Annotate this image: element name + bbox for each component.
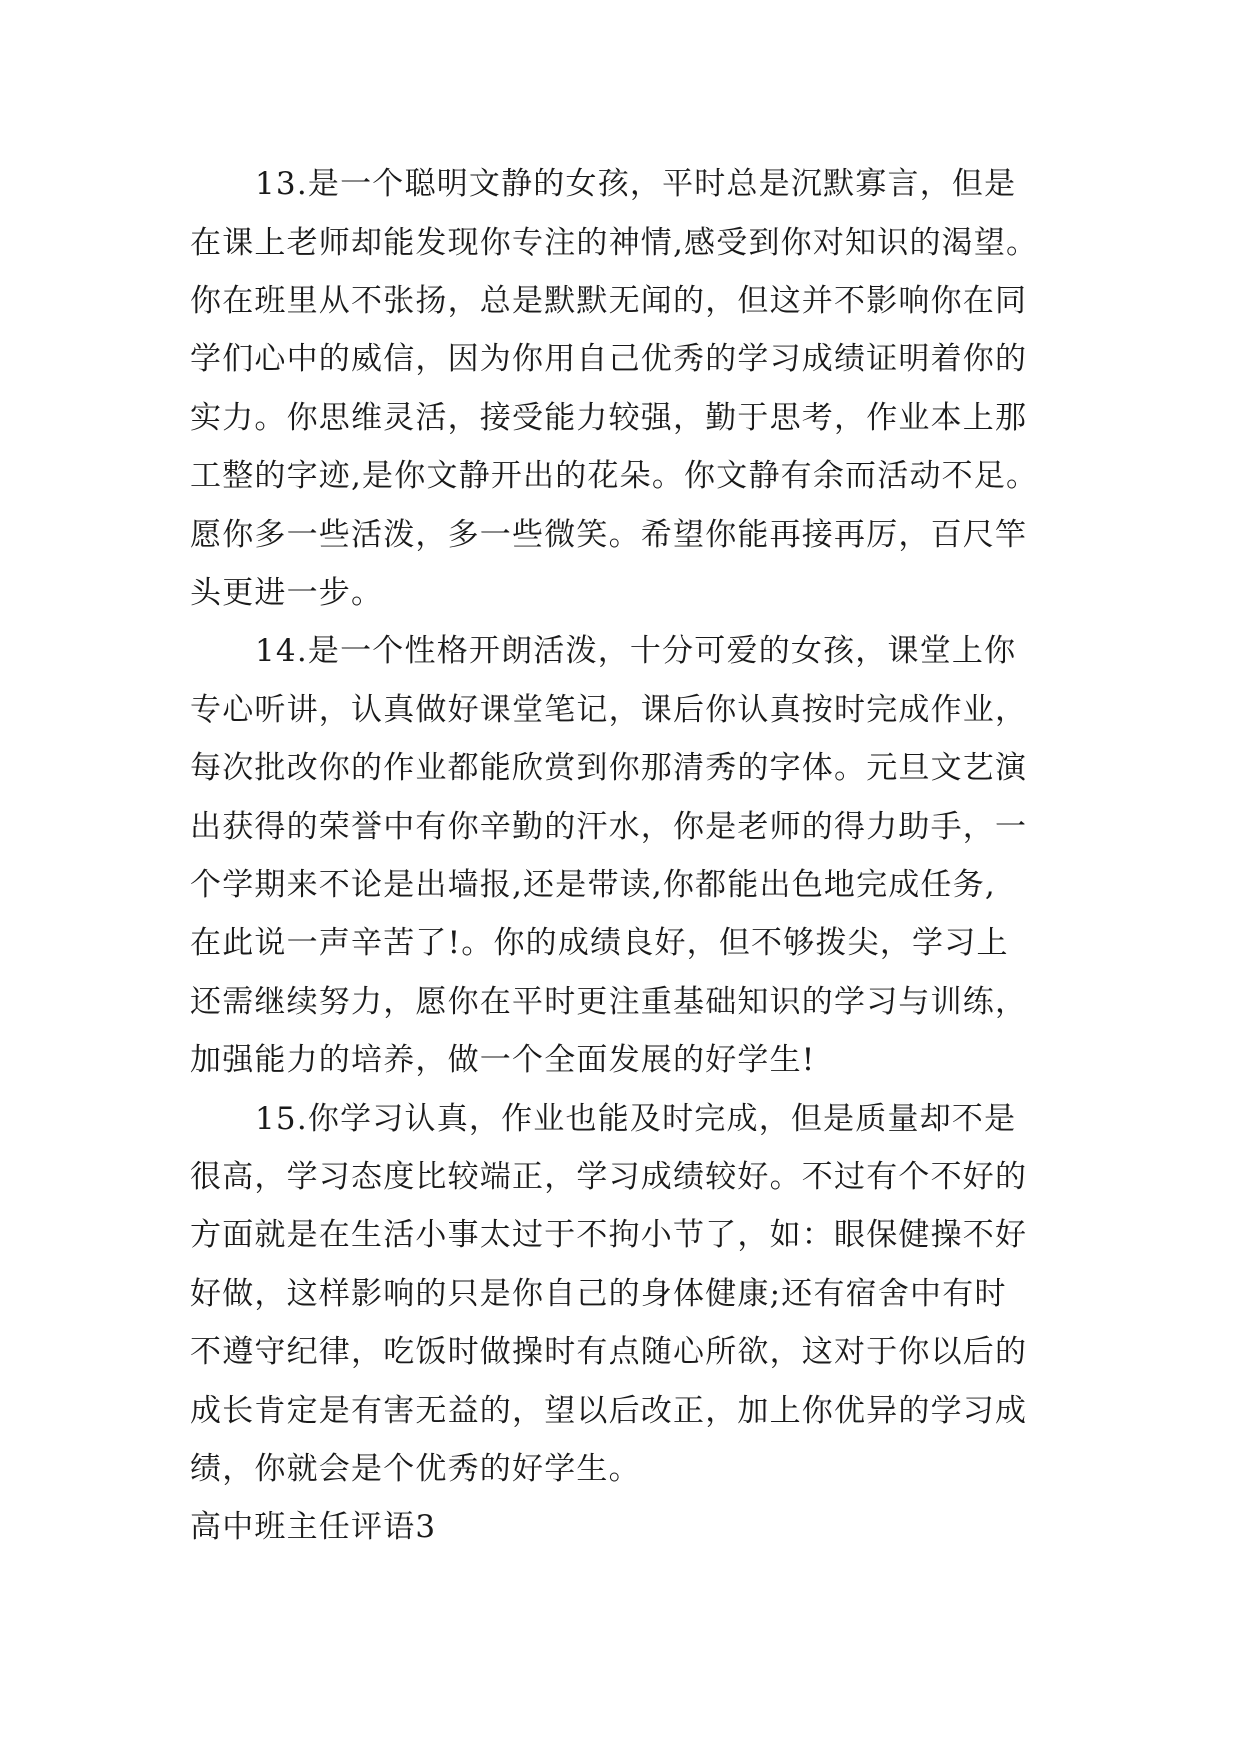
paragraph-13-line-4: 学们心中的威信，因为你用自己优秀的学习成绩证明着你的 bbox=[190, 341, 1028, 377]
paragraph-13-line-3: 你在班里从不张扬，总是默默无闻的，但这并不影响你在同 bbox=[190, 283, 1028, 319]
paragraph-13-line-5: 实力。你思维灵活，接受能力较强，勤于思考，作业本上那 bbox=[190, 400, 1028, 436]
paragraph-14-line-4: 出获得的荣誉中有你辛勤的汗水，你是老师的得力助手，一 bbox=[190, 809, 1028, 845]
section-heading: 高中班主任评语3 bbox=[190, 1509, 437, 1545]
paragraph-13-line-6: 工整的字迹,是你文静开出的花朵。你文静有余而活动不足。 bbox=[190, 458, 1039, 494]
paragraph-14-line-8: 加强能力的培养，做一个全面发展的好学生! bbox=[190, 1042, 816, 1078]
paragraph-13-line-2: 在课上老师却能发现你专注的神情,感受到你对知识的渴望。 bbox=[190, 225, 1039, 261]
paragraph-15-line-7: 绩，你就会是个优秀的好学生。 bbox=[190, 1451, 641, 1487]
paragraph-14-line-1: 14.是一个性格开朗活泼，十分可爱的女孩，课堂上你 bbox=[255, 633, 1017, 669]
paragraph-15-line-1: 15.你学习认真，作业也能及时完成，但是质量却不是 bbox=[255, 1101, 1017, 1137]
paragraph-15-line-3: 方面就是在生活小事太过于不拘小节了，如：眼保健操不好 bbox=[190, 1217, 1028, 1253]
paragraph-14-line-5: 个学期来不论是出墙报,还是带读,你都能出色地完成任务, bbox=[190, 867, 996, 903]
paragraph-15-line-5: 不遵守纪律，吃饭时做操时有点随心所欲，这对于你以后的 bbox=[190, 1334, 1028, 1370]
paragraph-13-line-8: 头更进一步。 bbox=[190, 575, 384, 611]
paragraph-15-line-6: 成长肯定是有害无益的，望以后改正，加上你优异的学习成 bbox=[190, 1393, 1028, 1429]
paragraph-14-line-3: 每次批改你的作业都能欣赏到你那清秀的字体。元旦文艺演 bbox=[190, 750, 1028, 786]
paragraph-14-line-7: 还需继续努力，愿你在平时更注重基础知识的学习与训练， bbox=[190, 984, 1028, 1020]
paragraph-13-line-7: 愿你多一些活泼，多一些微笑。希望你能再接再厉，百尺竿 bbox=[190, 517, 1028, 553]
paragraph-15-line-4: 好做，这样影响的只是你自己的身体健康;还有宿舍中有时 bbox=[190, 1276, 1007, 1312]
paragraph-15-line-2: 很高，学习态度比较端正，学习成绩较好。不过有个不好的 bbox=[190, 1159, 1028, 1195]
paragraph-13-line-1: 13.是一个聪明文静的女孩，平时总是沉默寡言，但是 bbox=[255, 166, 1017, 202]
paragraph-14-line-6: 在此说一声辛苦了!。你的成绩良好，但不够拨尖，学习上 bbox=[190, 925, 1009, 961]
paragraph-14-line-2: 专心听讲，认真做好课堂笔记，课后你认真按时完成作业， bbox=[190, 692, 1028, 728]
